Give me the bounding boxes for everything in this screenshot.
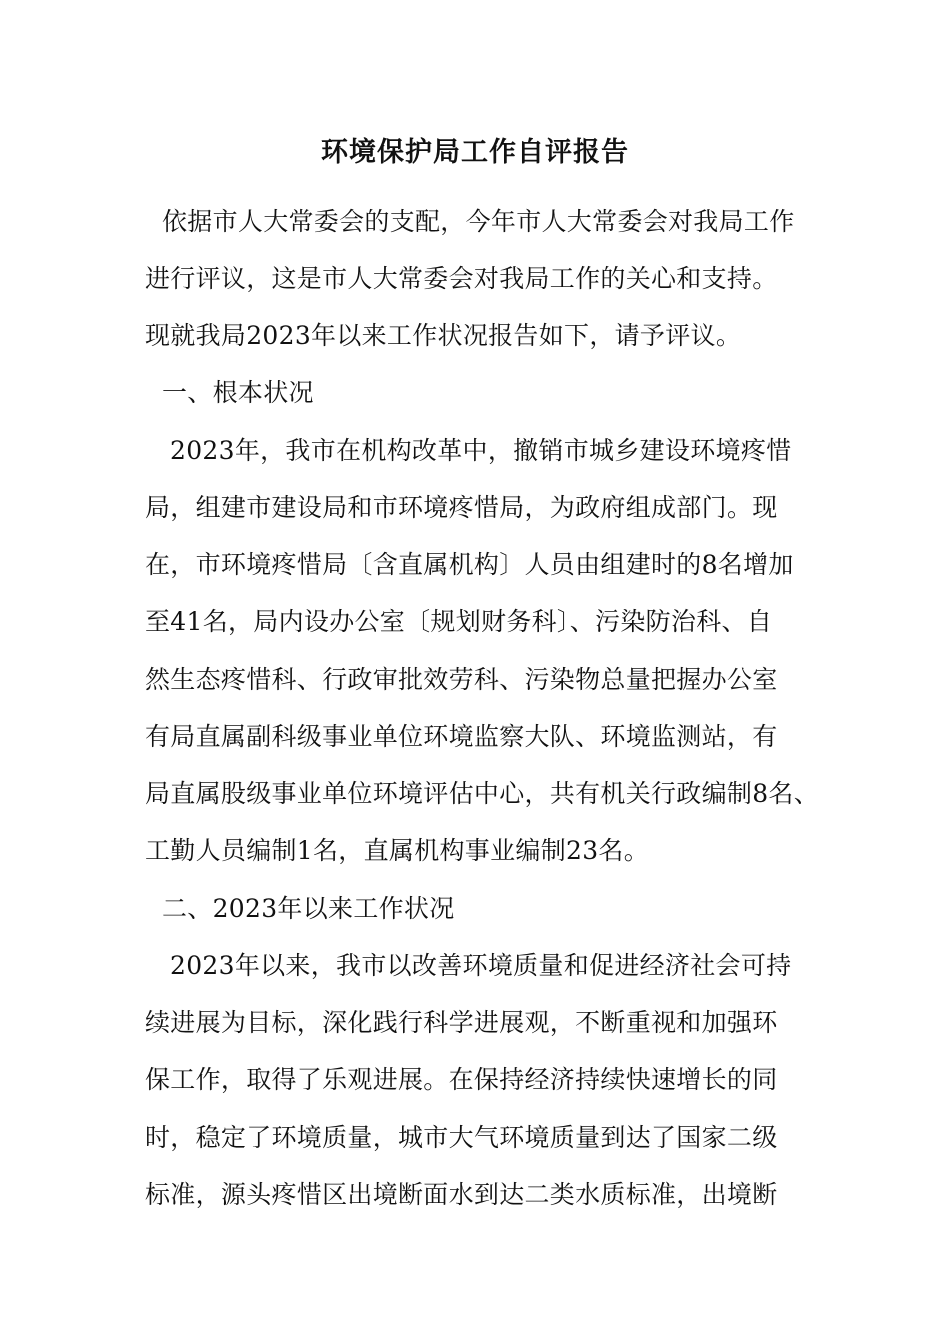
paragraph-line: 2023年以来，我市以改善环境质量和促进经济社会可持 [170, 951, 792, 980]
paragraph-line: 现就我局2023年以来工作状况报告如下，请予评议。 [145, 321, 742, 350]
paragraph-line: 局，组建市建设局和市环境疼惜局，为政府组成部门。现 [145, 493, 778, 522]
paragraph-line: 进行评议，这是市人大常委会对我局工作的关心和支持。 [145, 264, 778, 293]
paragraph-line: 局直属股级事业单位环境评估中心，共有机关行政编制8名、 [145, 779, 820, 808]
paragraph-line: 在，市环境疼惜局〔含直属机构〕人员由组建时的8名增加 [145, 550, 794, 579]
paragraph-line: 时，稳定了环境质量，城市大气环境质量到达了国家二级 [145, 1123, 778, 1152]
paragraph-line: 有局直属副科级事业单位环境监察大队、环境监测站，有 [145, 722, 778, 751]
section-heading: 二、2023年以来工作状况 [162, 894, 455, 923]
paragraph-line: 然生态疼惜科、行政审批效劳科、污染物总量把握办公室 [145, 665, 778, 694]
paragraph-line: 标准，源头疼惜区出境断面水到达二类水质标准，出境断 [145, 1180, 778, 1209]
paragraph-line: 依据市人大常委会的支配，今年市人大常委会对我局工作 [162, 207, 795, 236]
paragraph-line: 2023年，我市在机构改革中，撤销市城乡建设环境疼惜 [170, 436, 792, 465]
section-heading: 一、根本状况 [162, 378, 314, 407]
paragraph-line: 工勤人员编制1名，直属机构事业编制23名。 [145, 836, 650, 865]
paragraph-line: 保工作，取得了乐观进展。在保持经济持续快速增长的同 [145, 1065, 778, 1094]
document-title: 环境保护局工作自评报告 [321, 137, 629, 168]
paragraph-line: 续进展为目标，深化践行科学进展观，不断重视和加强环 [145, 1008, 778, 1037]
paragraph-line: 至41名，局内设办公室〔规划财务科〕、污染防治科、自 [145, 607, 773, 636]
